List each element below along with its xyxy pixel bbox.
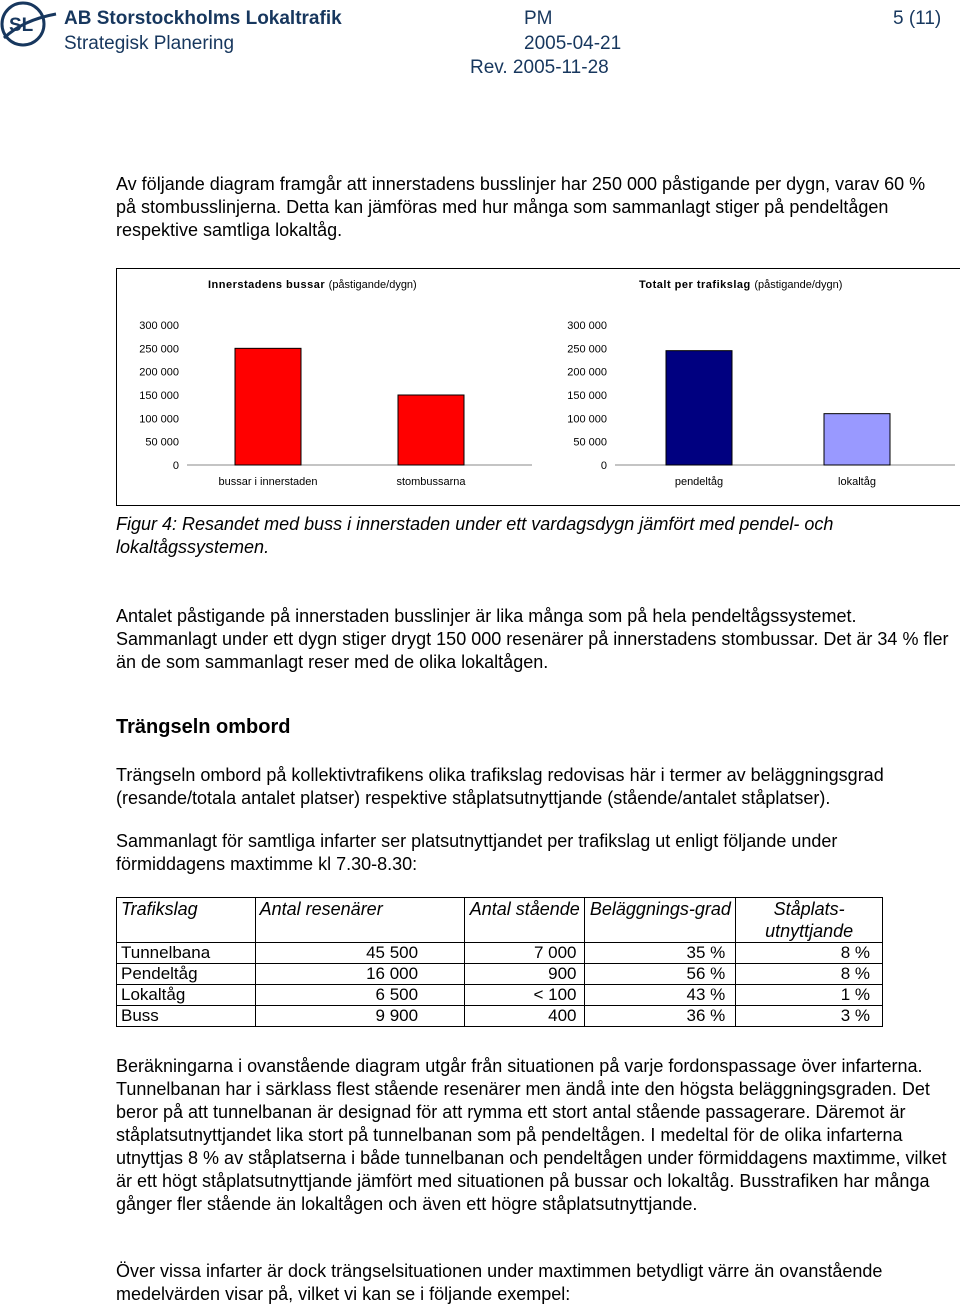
table-cell: 36 %: [585, 1006, 736, 1027]
y-tick-label: 300 000: [567, 320, 607, 332]
bar-charts: [117, 269, 960, 505]
intro-paragraph: Av följande diagram framgår att innerstadens busslinjer har 250 000 påstigande per dygn, varav 60 % på stombusslinjerna. Detta kan jämföras med hur många som sammanlagt stiger på pendeltågen respektive samtliga lokaltåg.: [116, 174, 926, 240]
y-tick-label: 150 000: [567, 390, 607, 402]
table-header-row: [117, 898, 883, 943]
table-cell: 1 %: [736, 985, 883, 1006]
page-number: 5 (11): [893, 8, 942, 29]
header-cell: Ståplats-utnyttjande: [736, 898, 883, 943]
chart-title: Innerstadens bussar (påstigande/dygn): [208, 279, 417, 291]
table-cell: 35 %: [585, 943, 736, 964]
table-cell: 43 %: [585, 985, 736, 1006]
table-row: [117, 985, 883, 1006]
bar: [824, 414, 890, 465]
header-cell: Trafikslag: [117, 898, 256, 943]
y-tick-label: 100 000: [567, 413, 607, 426]
revision-date: Rev. 2005-11-28: [470, 57, 609, 78]
chart-panel: [116, 268, 960, 506]
paragraph-1: Antalet påstigande på innerstaden busslinjer är lika många som på hela pendeltågssystemet. Sammanlagt under ett dygn stiger drygt 150 000 resenärer på innerstadens stombussar. Det är 34 % fler än de som sammanlagt reser med de olika lokaltågen.: [116, 606, 949, 672]
table-cell: < 100: [465, 985, 585, 1006]
y-tick-label: 0: [172, 460, 179, 472]
table-cell: 45 500: [255, 943, 464, 964]
bar: [398, 395, 464, 465]
y-tick-label: 200 000: [567, 366, 607, 379]
section-heading: Trängseln ombord: [116, 716, 291, 738]
chart-title: Totalt per trafikslag (påstigande/dygn): [639, 279, 843, 291]
y-tick-label: 50 000: [145, 436, 179, 449]
table-cell: 9 900: [255, 1006, 464, 1027]
table-cell: Tunnelbana: [117, 943, 256, 964]
header-cell: Antal stående: [465, 898, 585, 943]
table-cell: 6 500: [255, 985, 464, 1006]
x-category-label: stombussarna: [396, 476, 466, 488]
y-tick-label: 100 000: [139, 413, 179, 426]
table-cell: 7 000: [465, 943, 585, 964]
department: Strategisk Planering: [64, 33, 235, 54]
table-cell: 56 %: [585, 964, 736, 985]
occupancy-table: [116, 897, 883, 1027]
table-cell: 900: [465, 964, 585, 985]
table-cell: 8 %: [736, 964, 883, 985]
y-tick-label: 200 000: [139, 366, 179, 379]
company-name: AB Storstockholms Lokaltrafik: [64, 8, 342, 29]
table-cell: Pendeltåg: [117, 964, 256, 985]
bar: [235, 348, 301, 465]
y-tick-label: 0: [600, 460, 607, 472]
y-tick-label: 250 000: [139, 343, 179, 356]
header-cell: Beläggnings-grad: [585, 898, 736, 943]
x-category-label: lokaltåg: [838, 476, 876, 488]
table-cell: 8 %: [736, 943, 883, 964]
x-category-label: bussar i innerstaden: [218, 476, 318, 488]
figure-caption: Figur 4: Resandet med buss i innerstaden under ett vardagsdygn jämfört med pendel- och lokaltågssystemen.: [116, 514, 834, 557]
paragraph-4: Beräkningarna i ovanstående diagram utgår från situationen på varje fordonspassage över infarterna. Tunnelbanan har i särklass flest stående resenärer men ändå inte den högsta beläggningsgraden. Det beror på att tunnelbanan är designad för att rymma ett stort antal stående passagerare. Däremot är ståplatsutnyttjandet lika stort på tunnelbanan som på pendeltågen. I medeltal för de olika infarterna utnyttjas 8 % av ståplatserna i både tunnelbanan och pendeltågen under förmiddagens maxtimme, vilket är ett högt ståplatsutnyttjande jämfört med situationen på bussar och lokaltåg. Busstrafiken har många gånger fler stående än lokaltågen och även ett högre ståplatsutnyttjande.: [116, 1056, 947, 1214]
paragraph-5: Över vissa infarter är dock trängselsituationen under maxtimmen betydligt värre än ovanstående medelvärden visar på, vilket vi kan se i följande exempel:: [116, 1261, 883, 1304]
table-row: [117, 964, 883, 985]
table-cell: 3 %: [736, 1006, 883, 1027]
paragraph-3: Sammanlagt för samtliga infarter ser platsutnyttjandet per trafikslag ut enligt följande under förmiddagens maxtimme kl 7.30-8.30:: [116, 831, 838, 874]
table-row: [117, 943, 883, 964]
sl-logo: [0, 0, 58, 50]
table-cell: Buss: [117, 1006, 256, 1027]
y-tick-label: 250 000: [567, 343, 607, 356]
doc-date: 2005-04-21: [524, 33, 622, 54]
y-tick-label: 300 000: [139, 320, 179, 332]
paragraph-2: Trängseln ombord på kollektivtrafikens olika trafikslag redovisas här i termer av beläggningsgrad (resande/totala antalet platser) respektive ståplatsutnyttjande (stående/antalet ståplatser).: [116, 765, 884, 808]
svg-text:SL: SL: [9, 15, 34, 36]
y-tick-label: 50 000: [573, 436, 607, 449]
doc-type: PM: [524, 8, 553, 29]
x-category-label: pendeltåg: [674, 476, 724, 488]
table-cell: 16 000: [255, 964, 464, 985]
bar: [666, 351, 732, 465]
header-cell: Antal resenärer: [255, 898, 464, 943]
table-cell: Lokaltåg: [117, 985, 256, 1006]
y-tick-label: 150 000: [139, 390, 179, 402]
table-row: [117, 1006, 883, 1027]
table-cell: 400: [465, 1006, 585, 1027]
